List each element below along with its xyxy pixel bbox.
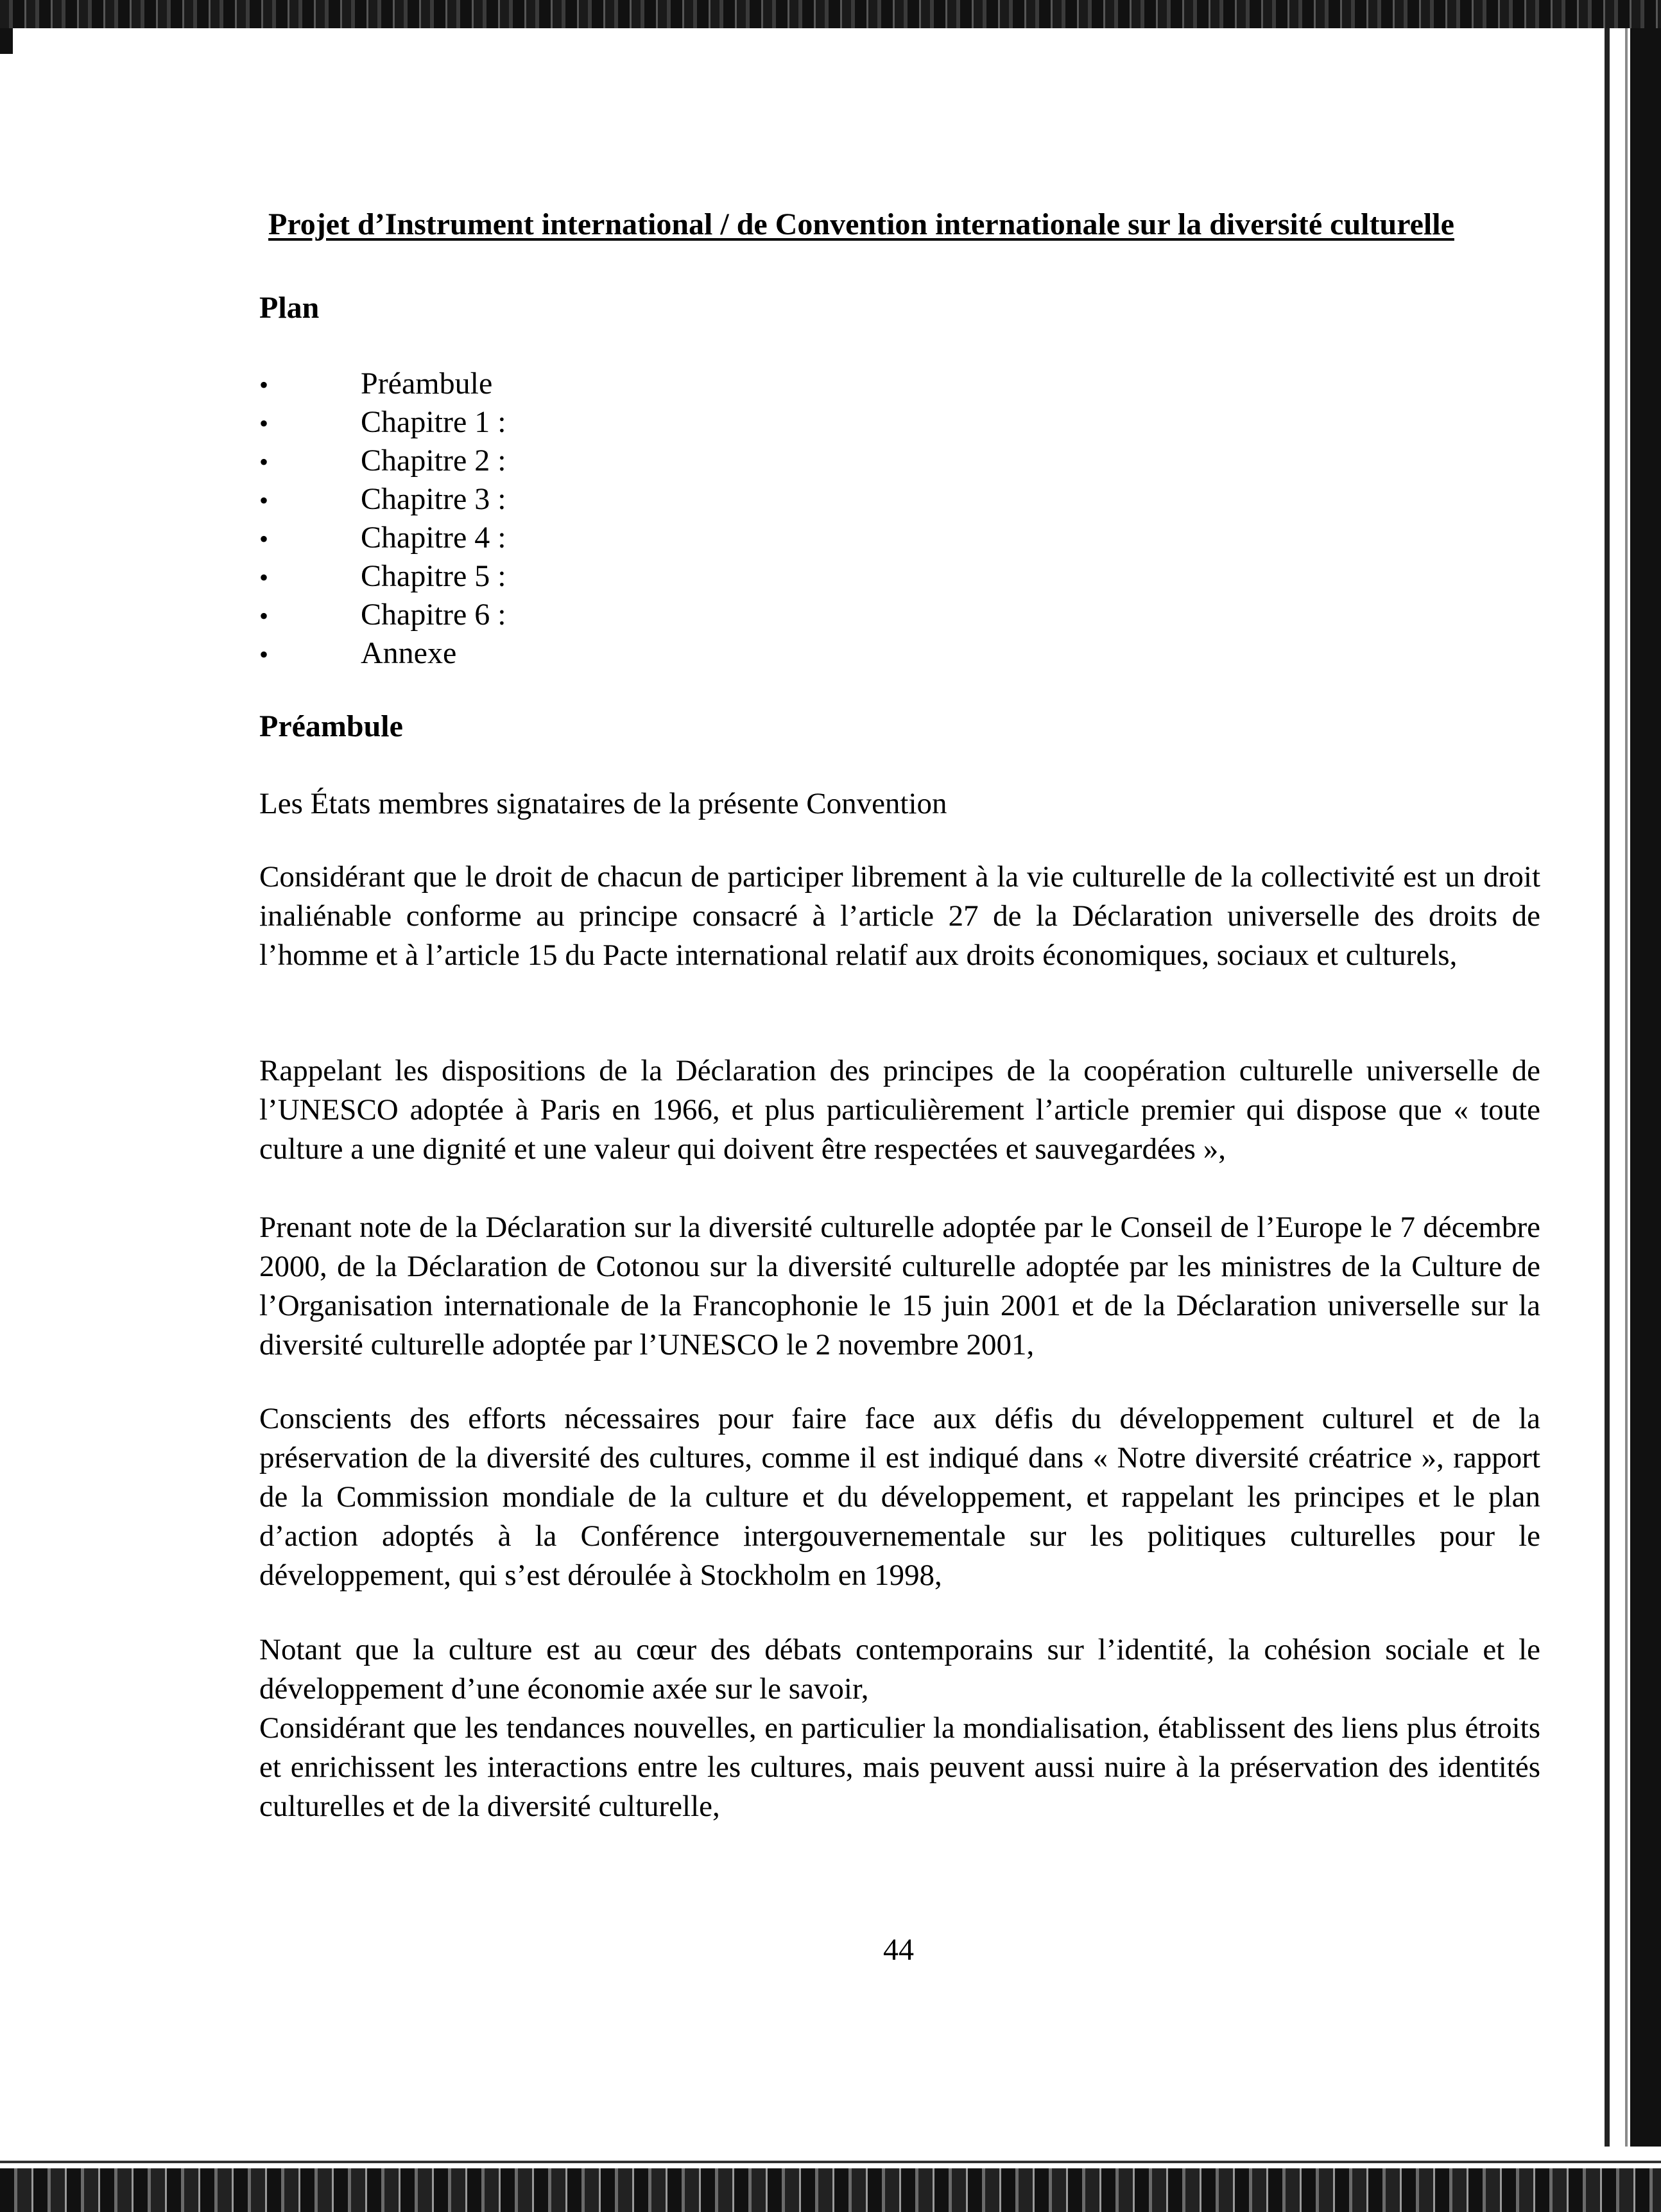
- scan-mark-top-left: [0, 28, 13, 54]
- scan-border-bottom: [0, 2168, 1661, 2212]
- plan-item-label: Chapitre 1 :: [361, 405, 506, 439]
- bullet-icon: •: [259, 409, 269, 438]
- plan-item: [259, 596, 506, 634]
- scan-border-top: [0, 0, 1661, 28]
- plan-list: [259, 365, 506, 673]
- scan-line-bottom: [0, 2161, 1661, 2163]
- document-title: Projet d’Instrument international / de Convention internationale sur la diversité culturelle: [268, 207, 1454, 241]
- bullet-icon: •: [259, 640, 269, 669]
- bullet-icon: •: [259, 370, 269, 399]
- bullet-icon: •: [259, 447, 269, 476]
- preambule-paragraph: Notant que la culture est au cœur des débats contemporains sur l’identité, la cohésion sociale et le développement d’une économie axée sur le savoir,: [259, 1633, 1540, 1706]
- preambule-paragraph: Prenant note de la Déclaration sur la diversité culturelle adoptée par le Conseil de l’Europe le 7 décembre 2000, de la Déclaration de Cotonou sur la diversité culturelle adoptée par les ministres de la Culture de l’Organisation internationale de la Francophonie le 15 juin 2001 et de la Déclaration universelle sur la diversité culturelle adoptée par l’UNESCO le 2 novembre 2001,: [259, 1211, 1540, 1361]
- preambule-paragraph: Conscients des efforts nécessaires pour faire face aux défis du développement culturel et de la préservation de la diversité des cultures, comme il est indiqué dans « Notre diversité créatrice », rapport de la Commission mondiale de la culture et du développement, et rappelant les principes et le plan d’action adoptés à la Conférence intergouvernementale sur les politiques culturelles pour le développement, qui s’est déroulée à Stockholm en 1998,: [259, 1402, 1540, 1592]
- preambule-paragraph: Considérant que le droit de chacun de participer librement à la vie culturelle de la collectivité est un droit inaliénable conforme au principe consacré à l’article 27 de la Déclaration universelle des droits de l’homme et à l’article 15 du Pacte international relatif aux droits économiques, sociaux et culturels,: [259, 860, 1540, 972]
- bullet-icon: •: [259, 601, 269, 630]
- plan-item: [259, 480, 506, 519]
- page-number: 44: [883, 1933, 914, 1967]
- plan-item-label: Chapitre 5 :: [361, 559, 506, 593]
- plan-item: [259, 634, 506, 673]
- plan-item: [259, 519, 506, 557]
- bullet-icon: •: [259, 563, 269, 592]
- scan-border-right: [1602, 28, 1661, 2147]
- plan-item: [259, 442, 506, 480]
- bullet-icon: •: [259, 524, 269, 553]
- plan-item-label: Préambule: [361, 367, 493, 401]
- plan-item: [259, 557, 506, 596]
- plan-item: [259, 403, 506, 442]
- preambule-intro: Les États membres signataires de la présente Convention: [259, 787, 947, 820]
- plan-heading: Plan: [259, 291, 320, 325]
- plan-item-label: Chapitre 3 :: [361, 482, 506, 516]
- preambule-paragraph: Considérant que les tendances nouvelles, en particulier la mondialisation, établissent des liens plus étroits et enrichissent les interactions entre les cultures, mais peuvent aussi nuire à la préservation des identités culturelles et de la diversité culturelle,: [259, 1711, 1540, 1823]
- plan-item-label: Annexe: [361, 636, 457, 670]
- preambule-paragraph: Rappelant les dispositions de la Déclaration des principes de la coopération culturelle universelle de l’UNESCO adoptée à Paris en 1966, et plus particulièrement l’article premier qui dispose que « toute culture a une dignité et une valeur qui doivent être respectées et sauvegardées »,: [259, 1054, 1540, 1166]
- plan-item-label: Chapitre 4 :: [361, 521, 506, 555]
- bullet-icon: •: [259, 486, 269, 515]
- preambule-heading: Préambule: [259, 709, 403, 743]
- plan-item: [259, 365, 506, 403]
- plan-item-label: Chapitre 6 :: [361, 598, 506, 632]
- plan-item-label: Chapitre 2 :: [361, 444, 506, 478]
